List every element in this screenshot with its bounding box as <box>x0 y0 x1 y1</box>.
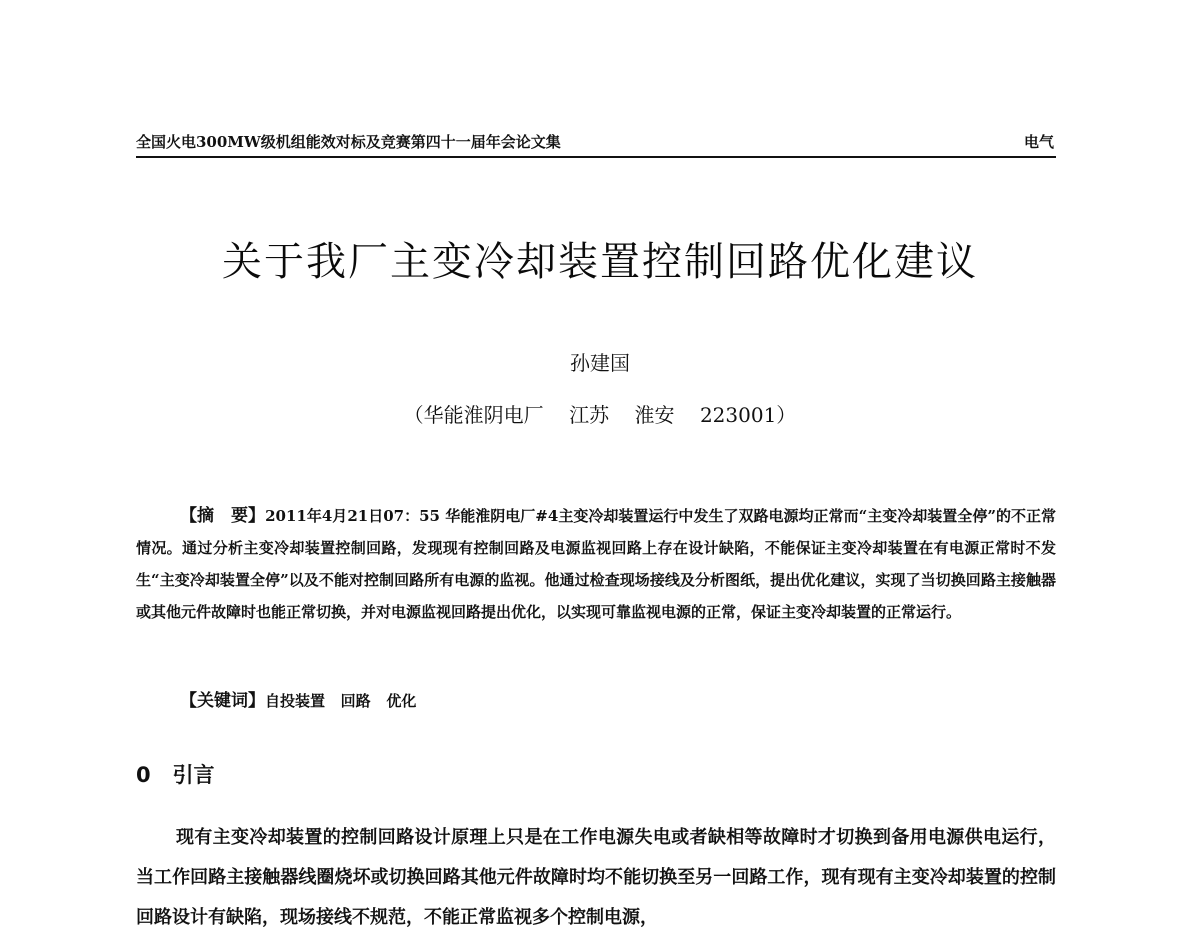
header-journal-title: 全国火电300MW级机组能效对标及竞赛第四十一届年会论文集 <box>136 133 561 151</box>
keywords-text: 自投装置 回路 优化 <box>265 692 417 710</box>
abstract-text: 2011年4月21日07：55 华能淮阴电厂#4主变冷却装置运行中发生了双路电源均正常而“主变冷却装置全停”的不正常情况。通过分析主变冷却装置控制回路，发现现有控制回路及电源监视回路上存在设计缺陷，不能保证主变冷却装置在有电源正常时不发生“主变冷却装置全停”以及不能对控制回路所有电源的监视。他通过检查现场接线及分析图纸，提出优化建议，实现了当切换回路主接触器或其他元件故障时也能正常切换，并对电源监视回路提出优化，以实现可靠监视电源的正常，保证主变冷却装置的正常运行。 <box>136 507 1057 621</box>
abstract-paragraph <box>136 500 1056 628</box>
keywords-label: 【关键词】 <box>180 691 265 711</box>
keywords-line <box>180 685 416 717</box>
section-heading-introduction: 0 引言 <box>136 763 215 787</box>
running-header <box>136 128 1056 158</box>
paper-title: 关于我厂主变冷却装置控制回路优化建议 <box>222 239 978 285</box>
author-name: 孙建国 <box>570 351 630 375</box>
introduction-paragraph: 现有主变冷却装置的控制回路设计原理上只是在工作电源失电或者缺相等故障时才切换到备用电源供电运行，当工作回路主接触器线圈烧坏或切换回路其他元件故障时均不能切换至另一回路工作，现有现有主变冷却装置的控制回路设计有缺陷，现场接线不规范，不能正常监视多个控制电源， <box>136 827 1056 928</box>
abstract-label: 【摘 要】 <box>180 506 266 526</box>
header-section-name: 电气 <box>1023 133 1054 151</box>
author-affiliation: （华能淮阴电厂 江苏 淮安 223001） <box>403 403 797 427</box>
